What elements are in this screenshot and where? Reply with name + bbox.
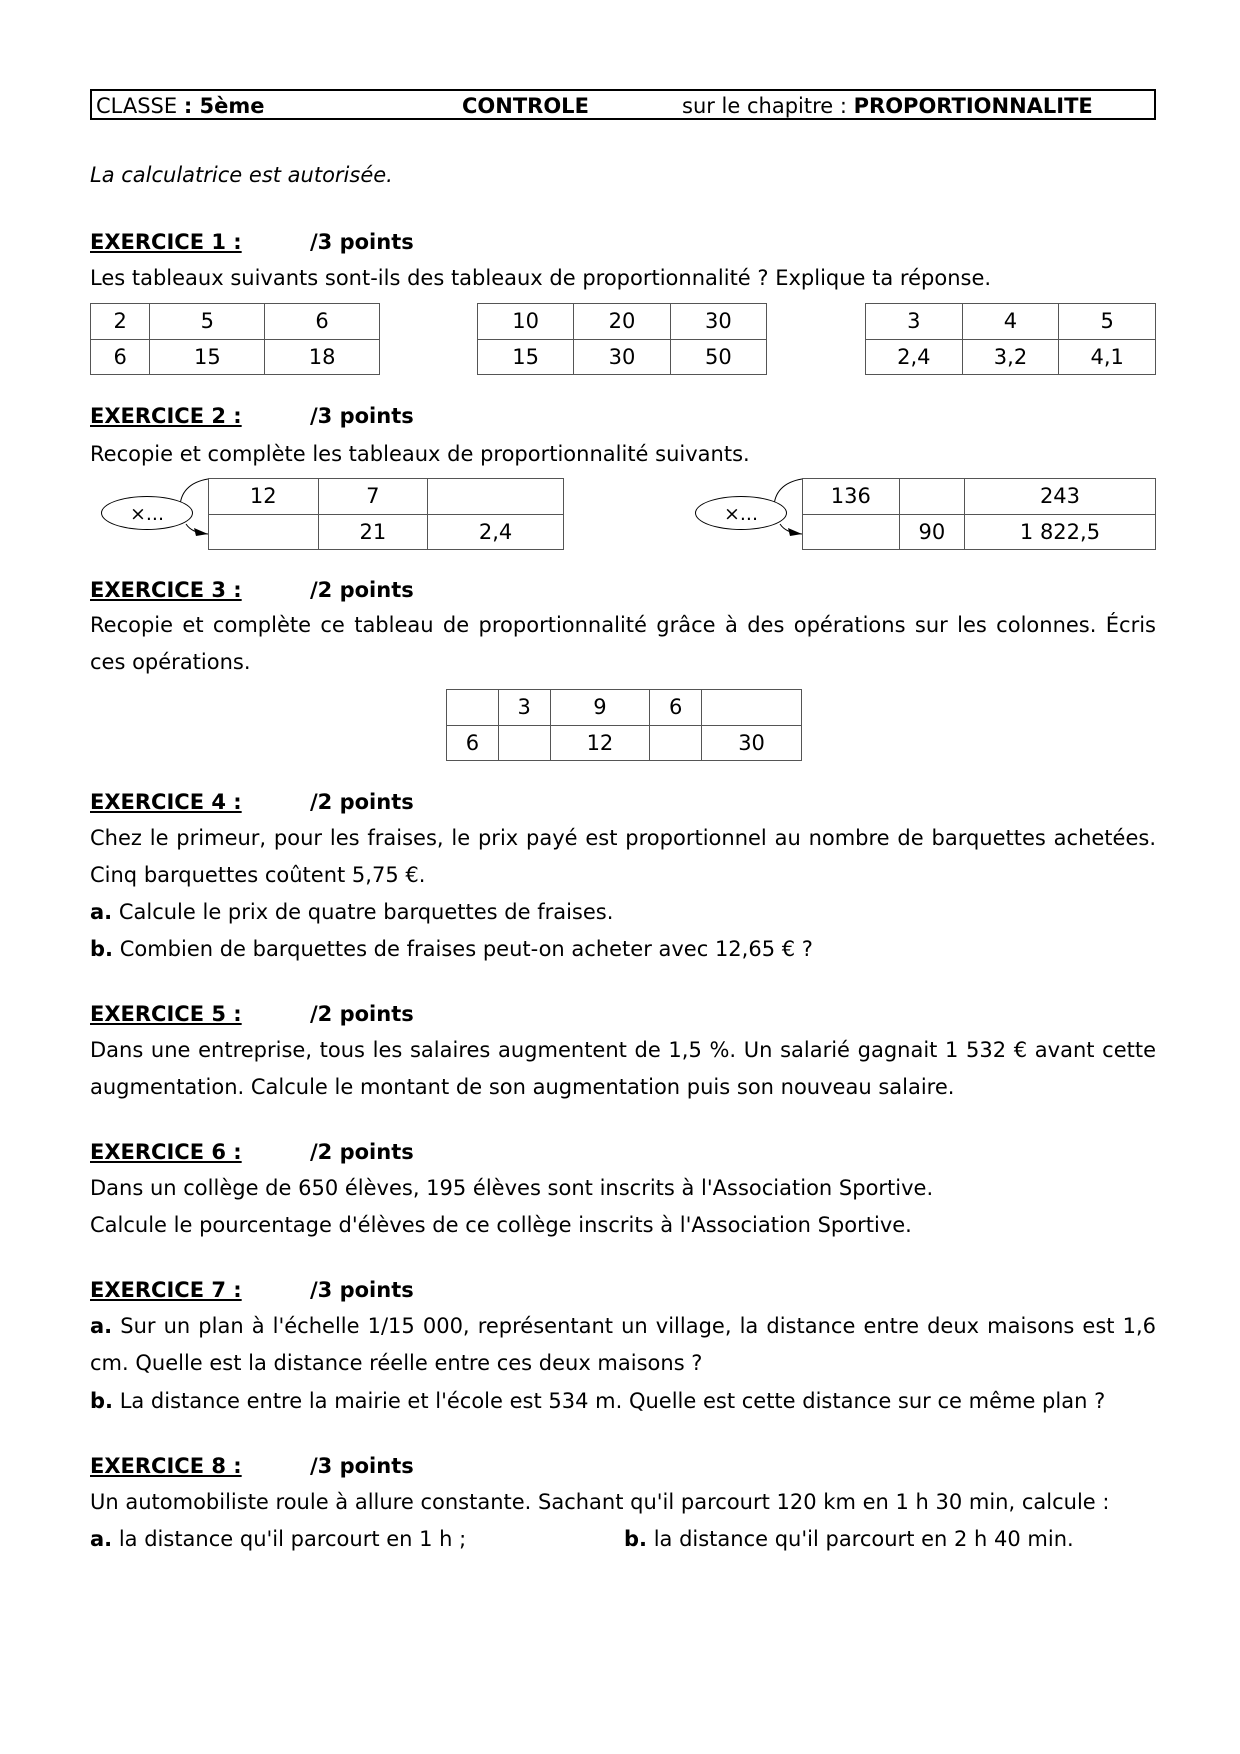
table-cell: 3 (498, 690, 550, 726)
exercise-2-table-right (802, 478, 1156, 550)
table-cell: 4,1 (1059, 339, 1156, 375)
table-cell: 6 (91, 339, 150, 375)
question-label: a. (90, 1527, 113, 1551)
table-cell: 30 (702, 725, 802, 761)
table-cell: 243 (964, 479, 1155, 515)
table-cell: 6 (265, 304, 380, 340)
exercise-8-points: /3 points (310, 1454, 414, 1478)
table-cell: 18 (265, 339, 380, 375)
exercise-1-table-1 (90, 303, 380, 375)
exercise-5-name: EXERCICE 5 : (90, 1002, 242, 1026)
table-cell: 136 (803, 479, 900, 515)
exercise-7-question-b (90, 1388, 1105, 1414)
question-label: b. (90, 937, 114, 961)
exercise-8-title (90, 1454, 414, 1478)
exercise-4-statement: Chez le primeur, pour les fraises, le prix payé est proportionnel au nombre de barquettes achetées. Cinq barquettes coûtent 5,75 €. (90, 826, 1156, 887)
table-cell: 3,2 (962, 339, 1059, 375)
exercise-6-points: /2 points (310, 1140, 414, 1164)
question-text: Combien de barquettes de fraises peut-on acheter avec 12,65 € ? (113, 937, 813, 961)
header-box (90, 89, 1156, 120)
table-cell: 30 (574, 339, 670, 375)
table-cell: 5 (1059, 304, 1156, 340)
exercise-7-question-a (90, 1308, 1156, 1382)
exercise-3-title (90, 578, 414, 602)
question-label: a. (90, 900, 113, 924)
table-cell: 50 (670, 339, 766, 375)
exercise-8-statement: Un automobiliste roule à allure constante. Sachant qu'il parcourt 120 km en 1 h 30 min, calcule : (90, 1490, 1110, 1514)
exercise-1-points: /3 points (310, 230, 414, 254)
question-text: la distance qu'il parcourt en 2 h 40 min. (647, 1527, 1074, 1551)
exercise-7-title (90, 1278, 414, 1302)
exercise-5-points: /2 points (310, 1002, 414, 1026)
calculator-note: La calculatrice est autorisée. (90, 163, 393, 187)
table-cell: 2 (91, 304, 150, 340)
question-text: La distance entre la mairie et l'école est 534 m. Quelle est cette distance sur ce même plan ? (113, 1389, 1106, 1413)
exercise-7-name: EXERCICE 7 : (90, 1278, 242, 1302)
table-cell: 15 (478, 339, 574, 375)
exercise-5-statement: Dans une entreprise, tous les salaires augmentent de 1,5 %. Un salarié gagnait 1 532 € avant cette augmentation. Calcule le montant de son augmentation puis son nouveau salaire. (90, 1038, 1156, 1099)
chapter-label (682, 94, 1093, 118)
exercise-1-title (90, 230, 414, 254)
exercise-6-title (90, 1140, 414, 1164)
table-cell: 30 (670, 304, 766, 340)
question-text: la distance qu'il parcourt en 1 h ; (112, 1527, 467, 1551)
exercise-4-question-a (90, 899, 613, 925)
exercise-2-statement: Recopie et complète les tableaux de proportionnalité suivants. (90, 442, 750, 466)
class-label (96, 94, 265, 118)
exercise-2-left-multiplier-oval: ×... (101, 496, 193, 530)
table-cell: 2,4 (866, 339, 963, 375)
chapter-label-text: sur le chapitre : (682, 94, 854, 118)
exercise-6-line-1: Dans un collège de 650 élèves, 195 élèves sont inscrits à l'Association Sportive. (90, 1176, 934, 1200)
table-cell: 9 (550, 690, 650, 726)
table-cell (428, 479, 564, 515)
exercise-6-line-2: Calcule le pourcentage d'élèves de ce collège inscrits à l'Association Sportive. (90, 1213, 912, 1237)
question-label: b. (90, 1389, 114, 1413)
table-cell (803, 514, 900, 550)
question-label: b. (624, 1527, 648, 1551)
table-cell: 21 (318, 514, 428, 550)
exercise-4-points: /2 points (310, 790, 414, 814)
table-cell: 10 (478, 304, 574, 340)
table-cell: 12 (209, 479, 319, 515)
exercise-3-name: EXERCICE 3 : (90, 578, 242, 602)
table-cell: 12 (550, 725, 650, 761)
table-cell (498, 725, 550, 761)
table-cell (650, 725, 702, 761)
exercise-6-name: EXERCICE 6 : (90, 1140, 242, 1164)
exercise-2-title (90, 404, 414, 428)
exercise-1-statement: Les tableaux suivants sont-ils des tableaux de proportionnalité ? Explique ta réponse. (90, 266, 992, 290)
table-cell: 6 (447, 725, 499, 761)
exercise-5-title (90, 1002, 414, 1026)
table-cell: 5 (150, 304, 265, 340)
exercise-4-title (90, 790, 414, 814)
table-cell: 1 822,5 (964, 514, 1155, 550)
exercise-8-name: EXERCICE 8 : (90, 1454, 242, 1478)
question-text: Sur un plan à l'échelle 1/15 000, représentant un village, la distance entre deux maisons est 1,6 cm. Quelle est la distance réelle entre ces deux maisons ? (90, 1314, 1156, 1375)
exercise-3-table (446, 689, 802, 761)
table-cell: 3 (866, 304, 963, 340)
table-cell: 7 (318, 479, 428, 515)
exercise-8-question-b (624, 1526, 1074, 1552)
table-cell: 2,4 (428, 514, 564, 550)
table-cell (899, 479, 964, 515)
exercise-1-table-2 (477, 303, 767, 375)
class-value: : 5ème (183, 94, 265, 118)
document-title: CONTROLE (462, 94, 589, 118)
class-label-text: CLASSE (96, 94, 184, 118)
table-cell (209, 514, 319, 550)
exercise-2-points: /3 points (310, 404, 414, 428)
question-label: a. (90, 1314, 113, 1338)
exercise-2-table-left (208, 478, 564, 550)
exercise-4-question-b (90, 936, 813, 962)
exercise-2-right-multiplier-oval: ×... (695, 496, 787, 530)
exercise-1-name: EXERCICE 1 : (90, 230, 242, 254)
exercise-4-name: EXERCICE 4 : (90, 790, 242, 814)
table-cell: 20 (574, 304, 670, 340)
exercise-8-question-a (90, 1526, 466, 1552)
table-cell: 15 (150, 339, 265, 375)
table-cell: 4 (962, 304, 1059, 340)
exercise-1-table-3 (865, 303, 1156, 375)
table-cell (702, 690, 802, 726)
table-cell: 6 (650, 690, 702, 726)
exercise-2-name: EXERCICE 2 : (90, 404, 242, 428)
table-cell: 90 (899, 514, 964, 550)
exercise-3-points: /2 points (310, 578, 414, 602)
table-cell (447, 690, 499, 726)
chapter-value: PROPORTIONNALITE (853, 94, 1093, 118)
exercise-3-statement: Recopie et complète ce tableau de proportionnalité grâce à des opérations sur les colonnes. Écris ces opérations. (90, 613, 1156, 674)
exercise-7-points: /3 points (310, 1278, 414, 1302)
question-text: Calcule le prix de quatre barquettes de fraises. (112, 900, 614, 924)
